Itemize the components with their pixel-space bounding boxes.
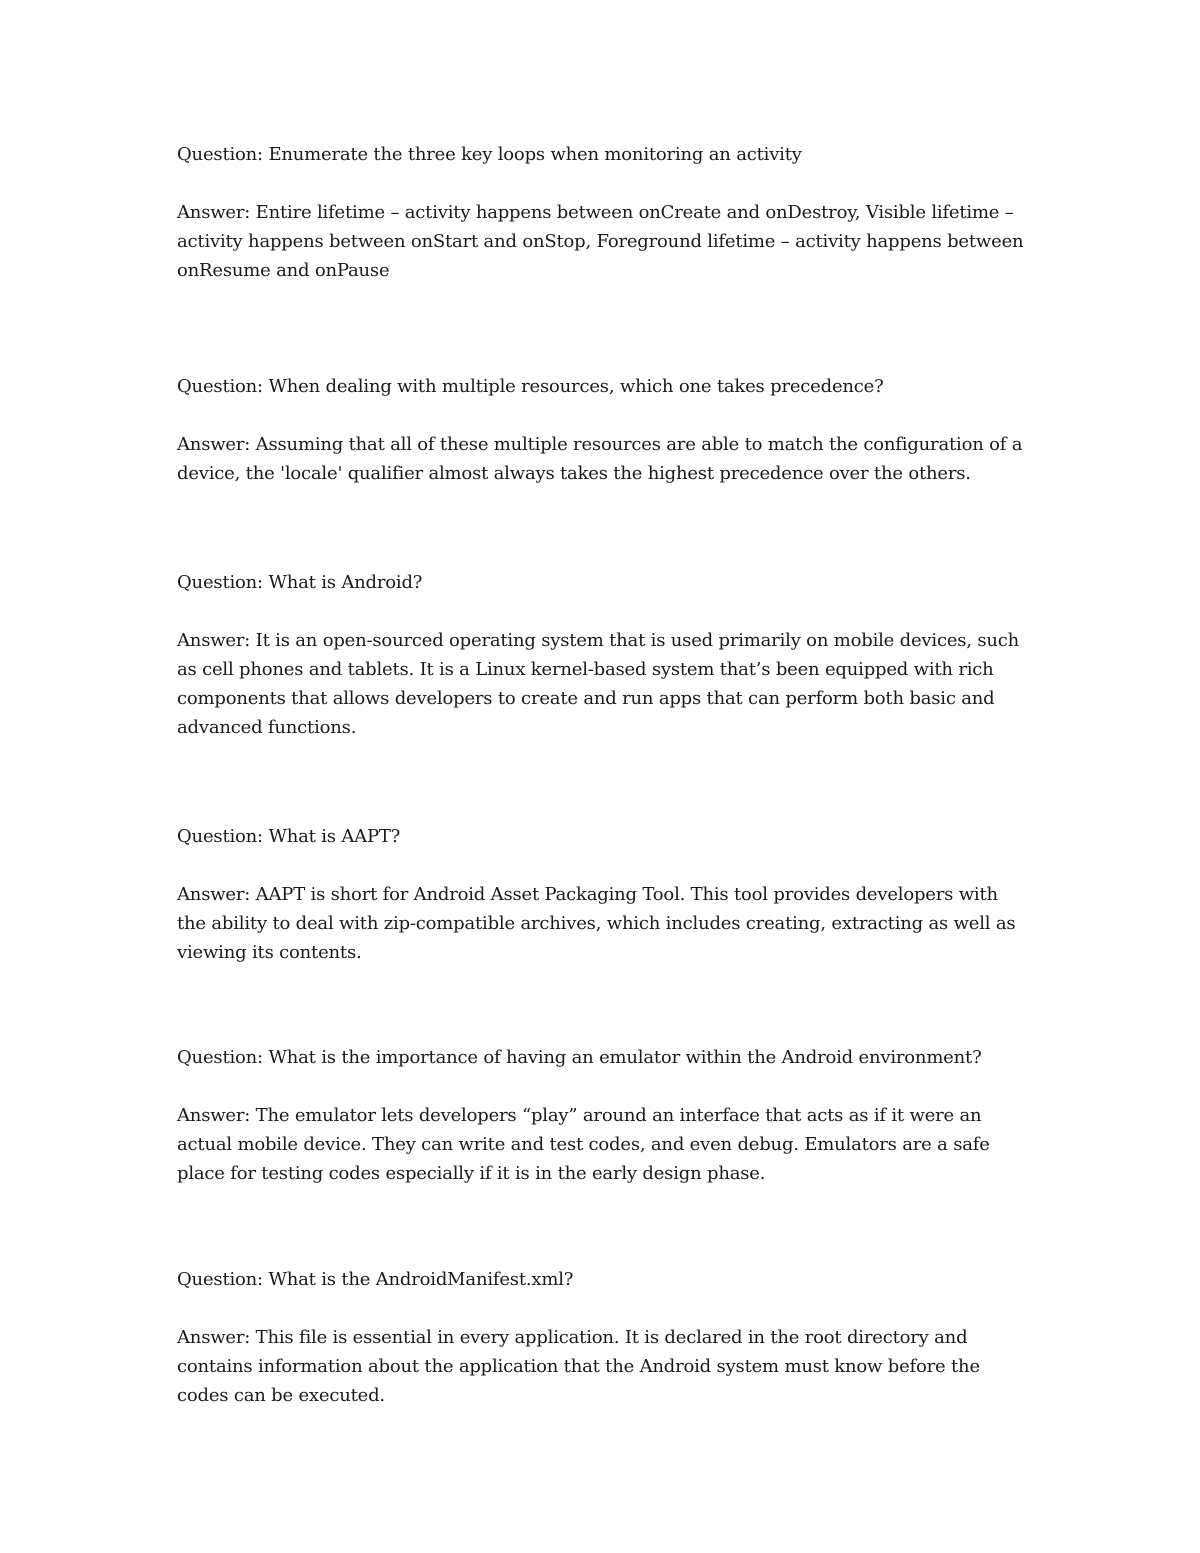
qa-item-android-manifest xyxy=(177,1265,1037,1410)
section-gap xyxy=(177,488,1037,568)
question-text: Question: When dealing with multiple resources, which one takes precedence? xyxy=(177,376,884,397)
document-body xyxy=(177,140,1037,1410)
answer-text: Answer: The emulator lets developers “play” around an interface that acts as if it were an actual mobile device. They can write and test codes, and even debug. Emulators are a safe place for testing codes especially if it is in the early design phase. xyxy=(177,1105,990,1184)
qa-item-what-is-aapt xyxy=(177,822,1037,967)
question-text: Question: Enumerate the three key loops when monitoring an activity xyxy=(177,144,802,165)
section-gap xyxy=(177,742,1037,822)
question-text: Question: What is the importance of having an emulator within the Android environment? xyxy=(177,1047,982,1068)
section-gap xyxy=(177,1188,1037,1265)
qa-item-resource-precedence xyxy=(177,372,1037,488)
question-text: Question: What is the AndroidManifest.xml? xyxy=(177,1269,574,1290)
qa-item-lifecycle-loops xyxy=(177,140,1037,285)
answer-text: Answer: It is an open-sourced operating system that is used primarily on mobile devices, such as cell phones and tablets. It is a Linux kernel-based system that’s been equipped with rich components that allows developers to create and run apps that can perform both basic and advanced functions. xyxy=(177,630,1020,738)
answer-text: Answer: AAPT is short for Android Asset Packaging Tool. This tool provides developers with the ability to deal with zip-compatible archives, which includes creating, extracting as well as viewing its contents. xyxy=(177,884,1016,963)
answer-text: Answer: Entire lifetime – activity happens between onCreate and onDestroy, Visible lifetime – activity happens between onStart and onStop, Foreground lifetime – activity happens between onResume and onPause xyxy=(177,202,1024,281)
question-text: Question: What is AAPT? xyxy=(177,826,401,847)
answer-text: Answer: Assuming that all of these multiple resources are able to match the configuration of a device, the 'locale' qualifier almost always takes the highest precedence over the others. xyxy=(177,434,1023,484)
answer-text: Answer: This file is essential in every application. It is declared in the root directory and contains information about the application that the Android system must know before the codes can be executed. xyxy=(177,1327,980,1406)
question-text: Question: What is Android? xyxy=(177,572,423,593)
section-gap xyxy=(177,967,1037,1043)
qa-item-emulator-importance xyxy=(177,1043,1037,1188)
qa-item-what-is-android xyxy=(177,568,1037,742)
section-gap xyxy=(177,285,1037,372)
